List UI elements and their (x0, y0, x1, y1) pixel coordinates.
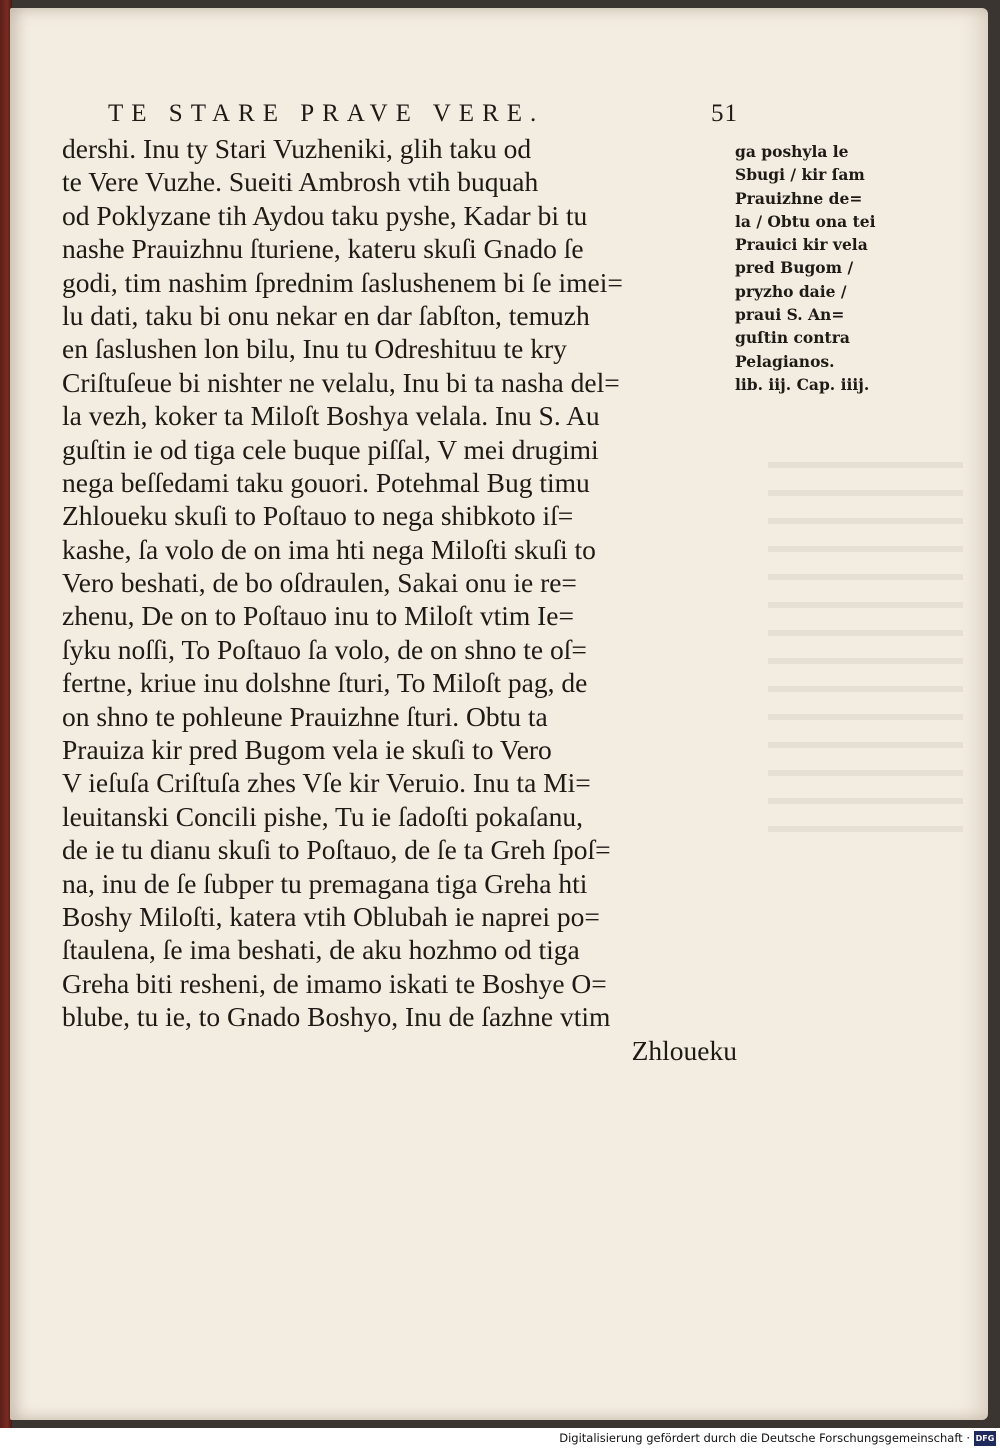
text-line: lu dati, taku bi onu nekar en dar ſabſton, temuzh (62, 299, 590, 331)
marginal-note-line: Prauici kir vela (735, 235, 868, 255)
text-line: Vero beshati, de bo oſdraulen, Sakai onu ie re= (62, 567, 577, 599)
text-line: dershi. Inu ty Stari Vuzheniki, glih taku od (62, 133, 532, 164)
funding-credit: Digitalisierung gefördert durch die Deutsche Forschungsgemeinschaft · (559, 1431, 970, 1445)
text-line: en ſaslushen lon bilu, Inu tu Odreshituu te kry (62, 333, 567, 365)
marginal-note-line: praui S. An= (735, 305, 845, 325)
text-line: Criſtuſeue bi nishter ne velalu, Inu bi ta nasha del= (62, 366, 620, 398)
text-line: Boshy Miloſti, katera vtih Oblubah ie naprei po= (62, 900, 600, 932)
text-line: te Vere Vuzhe. Sueiti Ambrosh vtih buquah (62, 166, 539, 198)
marginal-note-line: la / Obtu ona tei (735, 211, 876, 231)
text-line: leuitanski Concili pishe, Tu ie ſadoſti pokaſanu, (62, 800, 583, 832)
text-line: kashe, ſa volo de on ima hti nega Miloſti skuſi to (62, 533, 596, 565)
dfg-logo: DFG (974, 1431, 996, 1446)
text-line: ſtaulena, ſe ima beshati, de aku hozhmo od tiga (62, 934, 580, 966)
catchword: Zhloueku (631, 1034, 737, 1066)
digitization-footer (0, 1428, 1000, 1450)
text-line: Greha biti resheni, de imamo iskati te Boshye O= (62, 967, 607, 999)
text-line: de ie tu dianu skuſi to Poſtauo, de ſe ta Greh ſpoſ= (62, 834, 611, 866)
marginal-note-line: Pelagianos. (735, 351, 835, 371)
marginal-note-line: pryzho daie / (735, 281, 847, 301)
marginal-note-line: pred Bugom / (735, 258, 854, 278)
running-head-title: TE STARE PRAVE VERE. (108, 100, 545, 127)
show-through-bleed (768, 440, 963, 840)
marginal-note (735, 140, 915, 396)
text-line: guſtin ie od tiga cele buque piſſal, V mei drugimi (62, 433, 599, 465)
marginal-note-line: ga poshyla le (735, 142, 849, 161)
folio-number: 51 (711, 100, 738, 127)
text-line: fertne, kriue inu dolshne ſturi, To Miloſt pag, de (62, 667, 588, 699)
text-line: Prauiza kir pred Bugom vela ie skuſi to Vero (62, 734, 552, 766)
text-line: la vezh, koker ta Miloſt Boshya velala. Inu S. Au (62, 400, 600, 432)
text-line: od Poklyzane tih Aydou taku pyshe, Kadar bi tu (62, 199, 588, 231)
running-head (108, 100, 738, 128)
text-line: V ieſuſa Criſtuſa zhes Vſe kir Veruio. Inu ta Mi= (62, 767, 591, 799)
text-line: ſyku noſſi, To Poſtauo ſa volo, de on shno te oſ= (62, 633, 587, 665)
text-line: blube, tu ie, to Gnado Boshyo, Inu de ſazhne vtim (62, 1001, 611, 1033)
marginal-note-line: Prauizhne de= (735, 188, 863, 208)
marginal-note-line: Sbugi / kir ſam (735, 165, 865, 185)
marginal-note-line: guſtin contra (735, 328, 850, 348)
text-line: zhenu, De on to Poſtauo inu to Miloſt vtim Ie= (62, 600, 574, 632)
body-text (62, 132, 742, 1067)
text-line: nega beſſedami taku gouori. Potehmal Bug timu (62, 466, 590, 498)
text-line: Zhloueku skuſi to Poſtauo to nega shibkoto iſ= (62, 500, 574, 532)
text-line: on shno te pohleune Prauizhne ſturi. Obtu ta (62, 700, 548, 732)
marginal-note-line: lib. iij. Cap. iiij. (735, 374, 870, 394)
text-line: na, inu de ſe ſubper tu premagana tiga Greha hti (62, 867, 588, 899)
text-line: nashe Prauizhnu ſturiene, kateru skuſi Gnado ſe (62, 233, 584, 265)
text-line: godi, tim nashim ſprednim ſaslushenem bi ſe imei= (62, 266, 623, 298)
